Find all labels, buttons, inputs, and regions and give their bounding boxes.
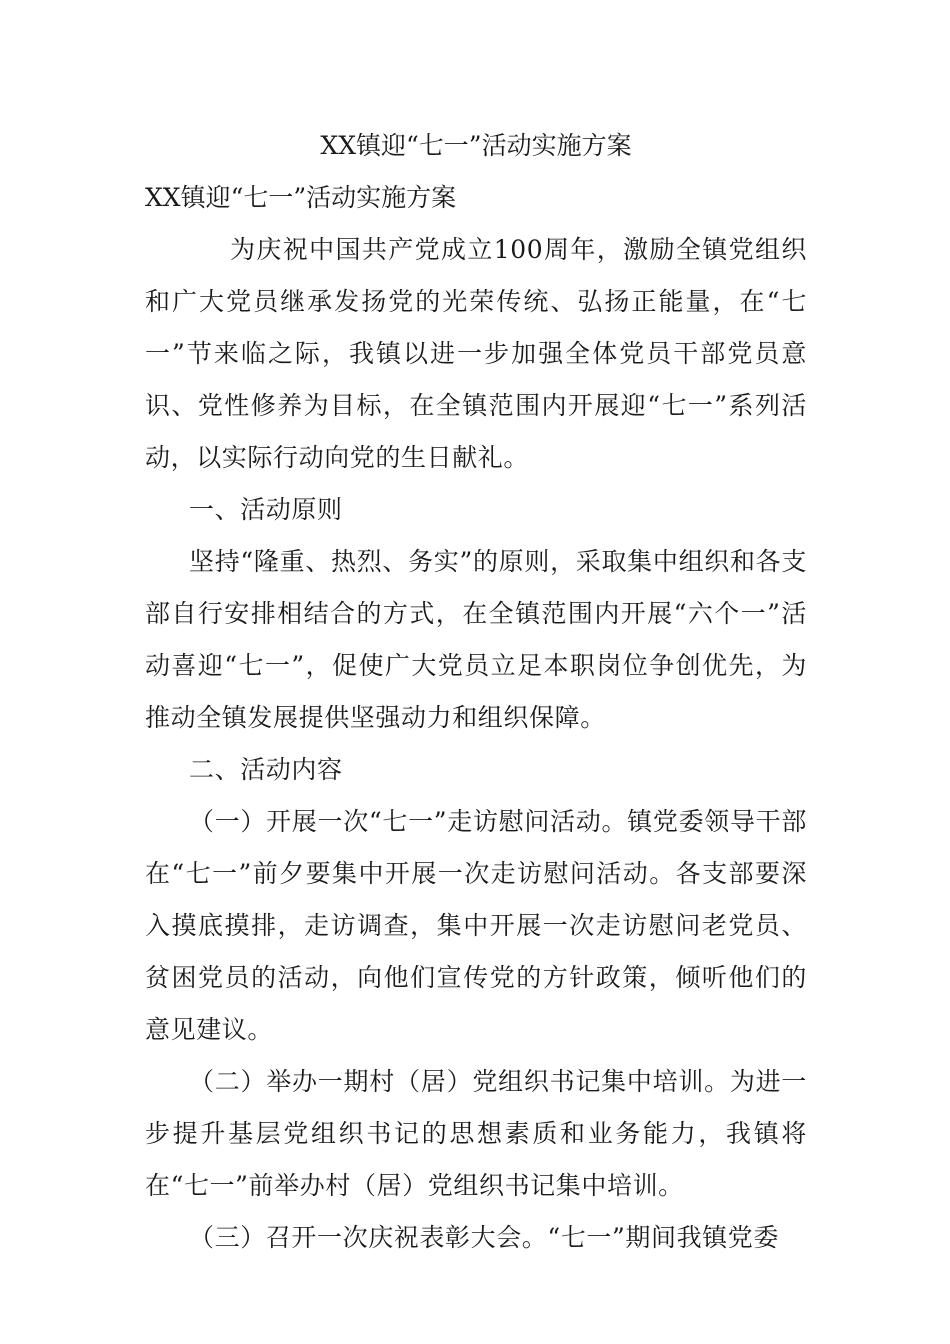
document-subtitle: XX镇迎“七一”活动实施方案	[145, 183, 457, 212]
document-title: XX镇迎“七一”活动实施方案	[320, 131, 632, 160]
document-body	[145, 120, 807, 1264]
content-item-3: （三）召开一次庆祝表彰大会。“七一”期间我镇党委	[189, 1223, 779, 1252]
intro-paragraph: 为庆祝中国共产党成立100周年，激励全镇党组织和广大党员继承发扬党的光荣传统、弘扬正能量，在“七一”节来临之际，我镇以进一步加强全体党员干部党员意识、党性修养为目标，在全镇范围内开展迎“七一”系列活动，以实际行动向党的生日献礼。	[145, 235, 807, 472]
content-item-1: （一）开展一次“七一”走访慰问活动。镇党委领导干部在“七一”前夕要集中开展一次走访慰问活动。各支部要深入摸底摸排，走访调查，集中开展一次走访慰问老党员、贫困党员的活动，向他们宣传党的方针政策，倾听他们的意见建议。	[145, 807, 807, 1044]
content-item-2: （二）举办一期村（居）党组织书记集中培训。为进一步提升基层党组织书记的思想素质和业务能力，我镇将在“七一”前举办村（居）党组织书记集中培训。	[145, 1067, 807, 1200]
principles-paragraph: 坚持“隆重、热烈、务实”的原则，采取集中组织和各支部自行安排相结合的方式，在全镇范围内开展“六个一”活动喜迎“七一”，促使广大党员立足本职岗位争创优先，为推动全镇发展提供坚强动力和组织保障。	[145, 547, 807, 732]
section-heading-principles: 一、活动原则	[189, 495, 343, 524]
section-heading-content: 二、活动内容	[189, 755, 343, 784]
